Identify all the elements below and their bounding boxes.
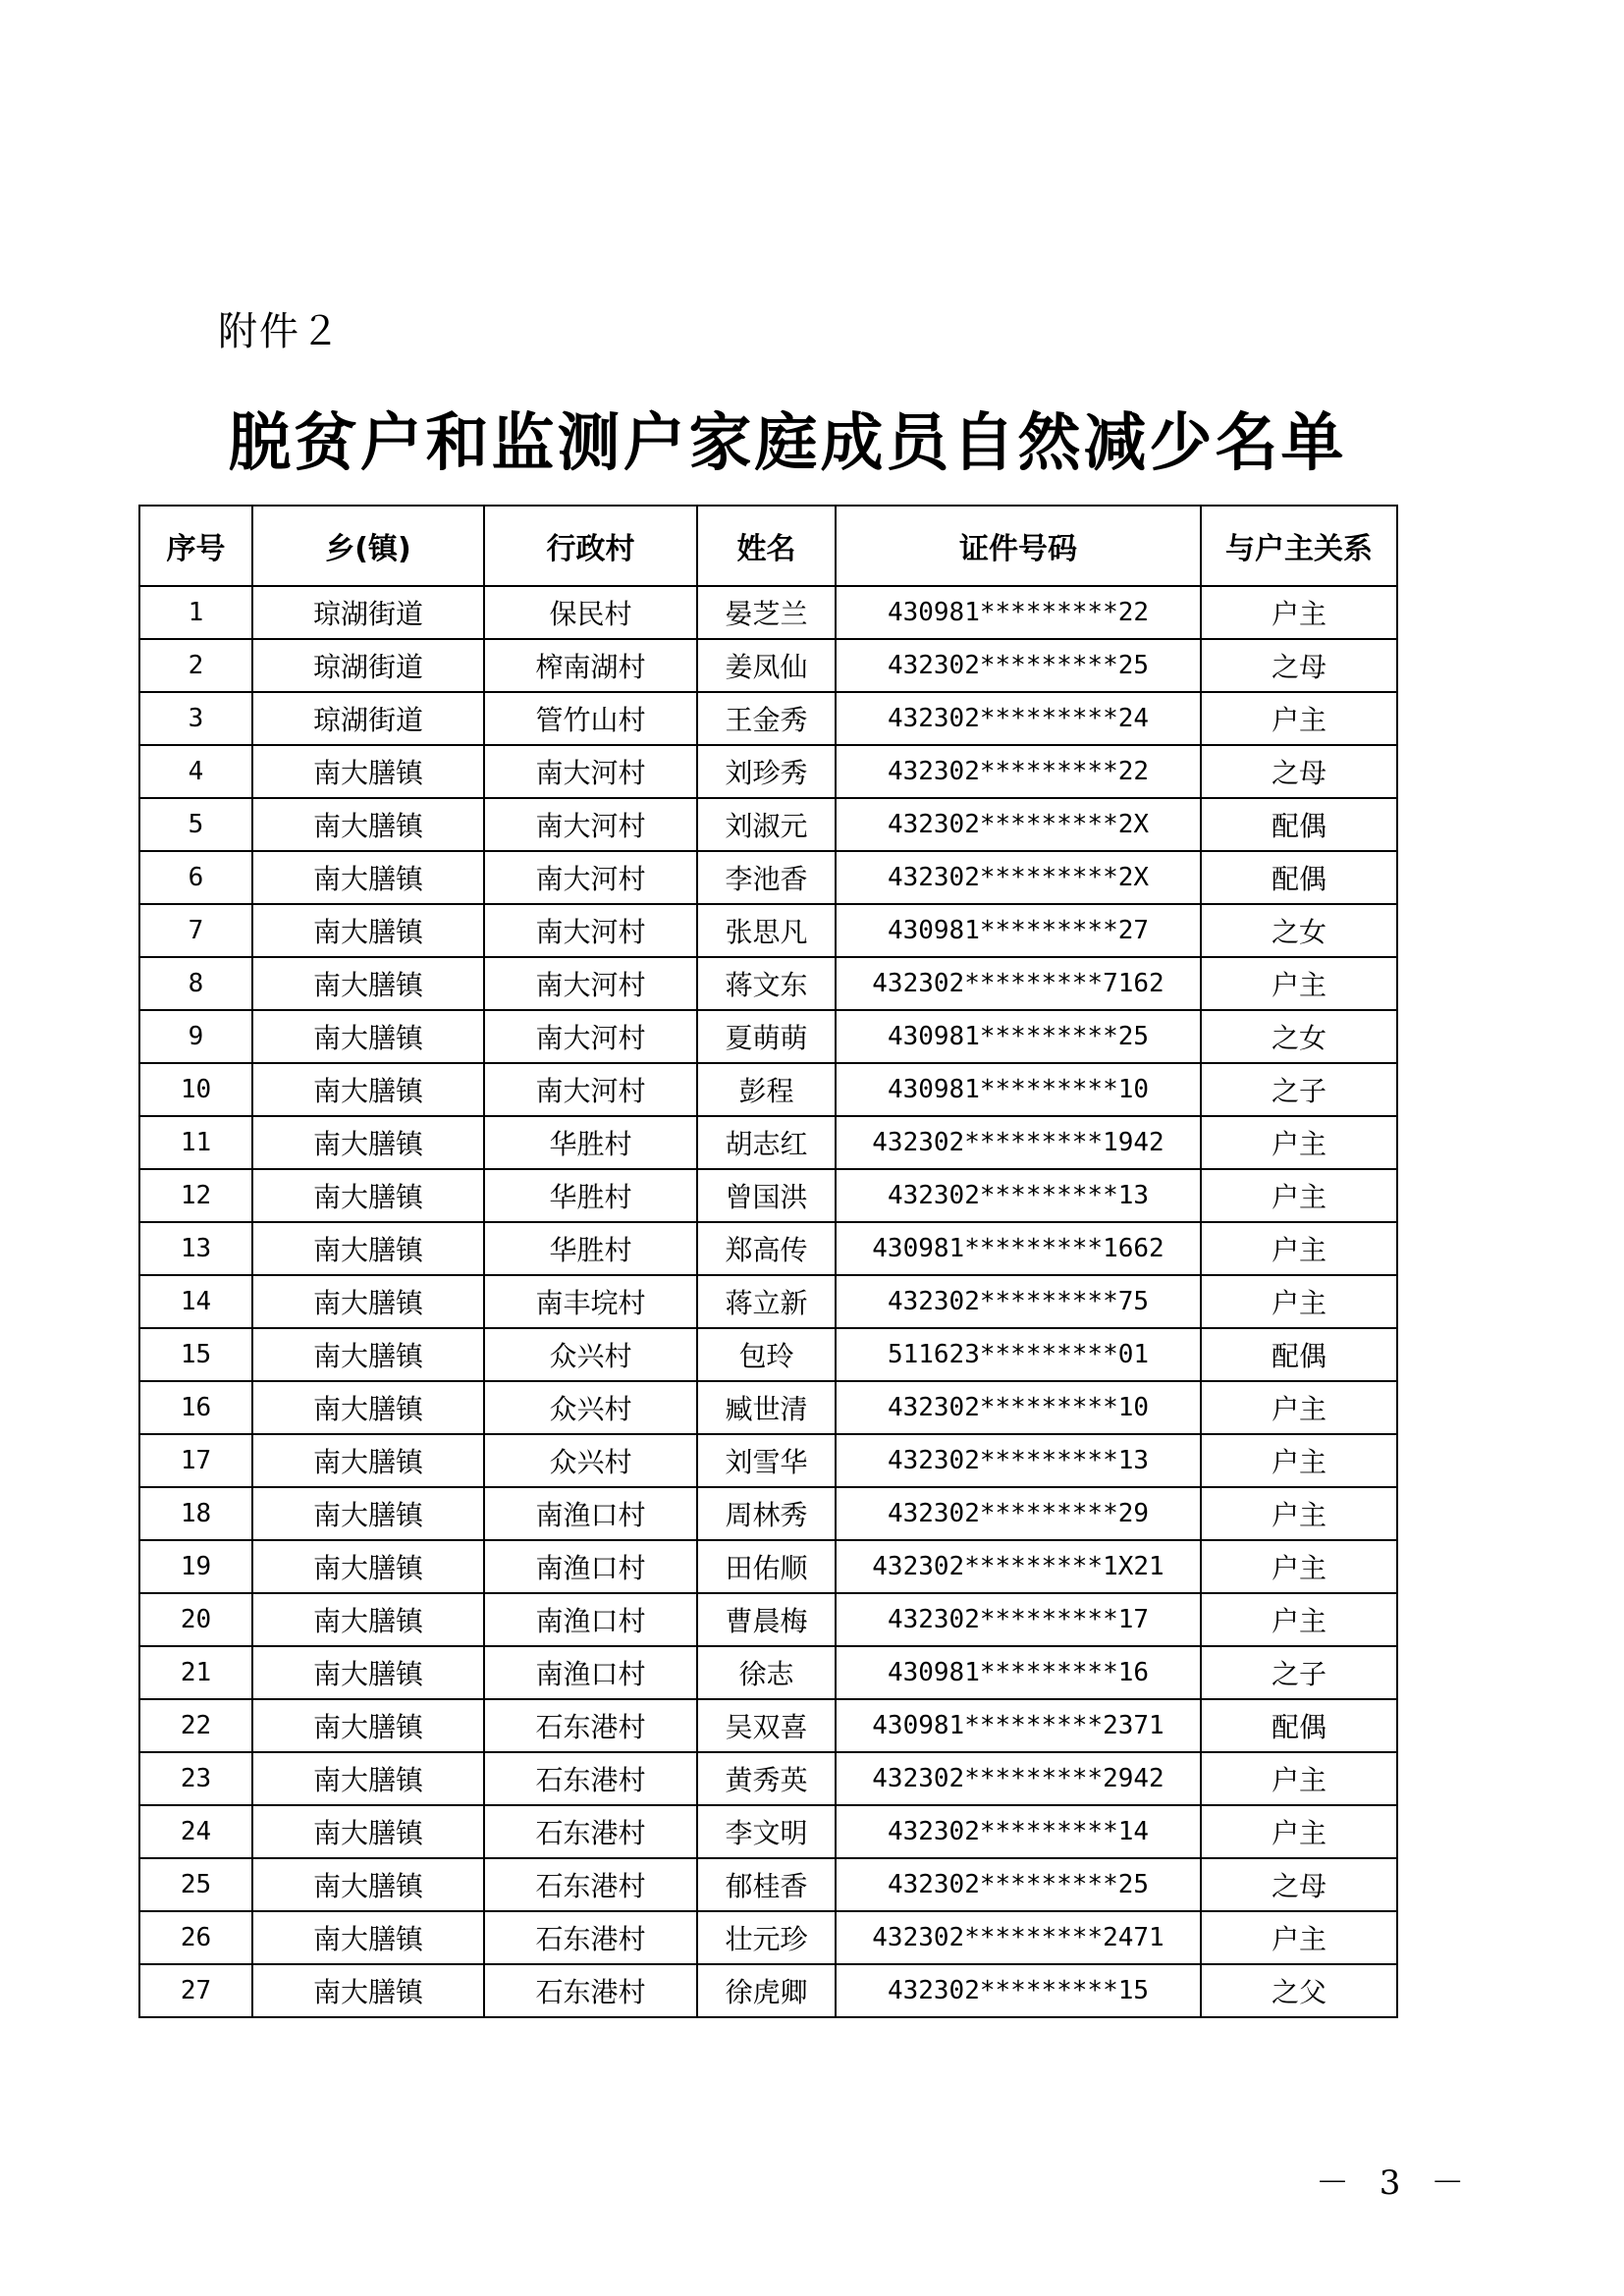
village-cell: 南丰垸村 [484,1275,697,1328]
table-row [139,1487,1397,1540]
id-number-cell: 432302*********7162 [836,957,1201,1010]
village-cell: 众兴村 [484,1381,697,1434]
table-row [139,586,1397,639]
index-cell: 8 [139,957,252,1010]
id-number-cell: 432302*********13 [836,1169,1201,1222]
table-row [139,1646,1397,1699]
village-cell: 众兴村 [484,1328,697,1381]
id-number-cell: 430981*********2371 [836,1699,1201,1752]
id-number-cell: 430981*********27 [836,904,1201,957]
village-cell: 南渔口村 [484,1593,697,1646]
id-number-cell: 432302*********22 [836,745,1201,798]
index-cell: 2 [139,639,252,692]
township-cell: 南大膳镇 [252,1964,484,2017]
id-number-cell: 432302*********2X [836,798,1201,851]
table-row [139,1858,1397,1911]
village-cell: 华胜村 [484,1169,697,1222]
name-cell: 夏萌萌 [697,1010,836,1063]
village-cell: 石东港村 [484,1805,697,1858]
township-cell: 南大膳镇 [252,1699,484,1752]
township-cell: 南大膳镇 [252,1275,484,1328]
township-cell: 南大膳镇 [252,1381,484,1434]
name-cell: 包玲 [697,1328,836,1381]
index-cell: 9 [139,1010,252,1063]
name-cell: 蒋立新 [697,1275,836,1328]
index-cell: 10 [139,1063,252,1116]
name-cell: 吴双喜 [697,1699,836,1752]
village-cell: 南渔口村 [484,1646,697,1699]
relationship-cell: 户主 [1201,1487,1397,1540]
index-cell: 6 [139,851,252,904]
roster-table [138,505,1398,2018]
name-cell: 壮元珍 [697,1911,836,1964]
id-number-cell: 432302*********10 [836,1381,1201,1434]
id-number-cell: 432302*********1942 [836,1116,1201,1169]
index-cell: 27 [139,1964,252,2017]
table-row [139,1222,1397,1275]
township-cell: 南大膳镇 [252,1540,484,1593]
relationship-cell: 配偶 [1201,1699,1397,1752]
relationship-cell: 配偶 [1201,851,1397,904]
relationship-cell: 之母 [1201,1858,1397,1911]
table-row [139,957,1397,1010]
relationship-cell: 之女 [1201,1010,1397,1063]
relationship-cell: 配偶 [1201,1328,1397,1381]
index-cell: 13 [139,1222,252,1275]
id-number-cell: 432302*********2942 [836,1752,1201,1805]
index-cell: 25 [139,1858,252,1911]
relationship-cell: 之子 [1201,1646,1397,1699]
township-cell: 南大膳镇 [252,1752,484,1805]
name-cell: 彭程 [697,1063,836,1116]
name-cell: 蒋文东 [697,957,836,1010]
village-cell: 南大河村 [484,1010,697,1063]
table-row [139,1593,1397,1646]
table-row [139,1434,1397,1487]
name-cell: 刘淑元 [697,798,836,851]
relationship-cell: 户主 [1201,1169,1397,1222]
index-cell: 7 [139,904,252,957]
index-cell: 19 [139,1540,252,1593]
id-number-cell: 432302*********2471 [836,1911,1201,1964]
name-cell: 田佑顺 [697,1540,836,1593]
village-cell: 南大河村 [484,904,697,957]
table-header-row [139,506,1397,586]
township-cell: 南大膳镇 [252,745,484,798]
name-cell: 王金秀 [697,692,836,745]
id-number-cell: 432302*********15 [836,1964,1201,2017]
id-number-cell: 430981*********22 [836,586,1201,639]
index-cell: 16 [139,1381,252,1434]
relationship-cell: 户主 [1201,692,1397,745]
name-cell: 郑高传 [697,1222,836,1275]
header-township: 乡(镇) [252,506,484,586]
index-cell: 12 [139,1169,252,1222]
header-name: 姓名 [697,506,836,586]
page-number: － 3 － [1316,2163,1475,2203]
index-cell: 23 [139,1752,252,1805]
township-cell: 南大膳镇 [252,1434,484,1487]
relationship-cell: 户主 [1201,1752,1397,1805]
relationship-cell: 户主 [1201,586,1397,639]
township-cell: 琼湖街道 [252,586,484,639]
index-cell: 5 [139,798,252,851]
village-cell: 南大河村 [484,745,697,798]
index-cell: 4 [139,745,252,798]
attachment-label: 附件２ [218,309,342,354]
name-cell: 曾国洪 [697,1169,836,1222]
table-row [139,745,1397,798]
township-cell: 南大膳镇 [252,1169,484,1222]
table-row [139,1328,1397,1381]
village-cell: 南大河村 [484,1063,697,1116]
township-cell: 南大膳镇 [252,1010,484,1063]
village-cell: 榨南湖村 [484,639,697,692]
id-number-cell: 432302*********29 [836,1487,1201,1540]
village-cell: 华胜村 [484,1116,697,1169]
township-cell: 南大膳镇 [252,1593,484,1646]
name-cell: 臧世清 [697,1381,836,1434]
relationship-cell: 户主 [1201,1593,1397,1646]
name-cell: 张思凡 [697,904,836,957]
index-cell: 22 [139,1699,252,1752]
header-index: 序号 [139,506,252,586]
township-cell: 南大膳镇 [252,1911,484,1964]
township-cell: 南大膳镇 [252,1116,484,1169]
table-row [139,692,1397,745]
id-number-cell: 430981*********16 [836,1646,1201,1699]
id-number-cell: 432302*********2X [836,851,1201,904]
name-cell: 姜凤仙 [697,639,836,692]
index-cell: 14 [139,1275,252,1328]
document-title: 脱贫户和监测户家庭成员自然减少名单 [228,407,1347,480]
relationship-cell: 户主 [1201,1222,1397,1275]
relationship-cell: 户主 [1201,1911,1397,1964]
village-cell: 南大河村 [484,798,697,851]
township-cell: 南大膳镇 [252,1063,484,1116]
relationship-cell: 户主 [1201,1540,1397,1593]
index-cell: 20 [139,1593,252,1646]
village-cell: 南大河村 [484,957,697,1010]
relationship-cell: 户主 [1201,1275,1397,1328]
table-row [139,904,1397,957]
table-row [139,1116,1397,1169]
index-cell: 21 [139,1646,252,1699]
township-cell: 南大膳镇 [252,904,484,957]
table-body [139,586,1397,2017]
relationship-cell: 之母 [1201,639,1397,692]
id-number-cell: 432302*********17 [836,1593,1201,1646]
relationship-cell: 户主 [1201,1116,1397,1169]
table-row [139,1275,1397,1328]
index-cell: 15 [139,1328,252,1381]
id-number-cell: 430981*********10 [836,1063,1201,1116]
village-cell: 石东港村 [484,1911,697,1964]
name-cell: 刘雪华 [697,1434,836,1487]
table-row [139,1699,1397,1752]
relationship-cell: 户主 [1201,1805,1397,1858]
relationship-cell: 之子 [1201,1063,1397,1116]
header-village: 行政村 [484,506,697,586]
name-cell: 徐虎卿 [697,1964,836,2017]
village-cell: 南渔口村 [484,1540,697,1593]
township-cell: 南大膳镇 [252,798,484,851]
table-row [139,798,1397,851]
table-row [139,1805,1397,1858]
village-cell: 众兴村 [484,1434,697,1487]
id-number-cell: 430981*********25 [836,1010,1201,1063]
relationship-cell: 户主 [1201,1434,1397,1487]
township-cell: 南大膳镇 [252,1328,484,1381]
id-number-cell: 430981*********1662 [836,1222,1201,1275]
village-cell: 石东港村 [484,1752,697,1805]
table-row [139,851,1397,904]
header-relationship: 与户主关系 [1201,506,1397,586]
id-number-cell: 432302*********75 [836,1275,1201,1328]
relationship-cell: 配偶 [1201,798,1397,851]
table-row [139,1540,1397,1593]
id-number-cell: 432302*********25 [836,639,1201,692]
relationship-cell: 之女 [1201,904,1397,957]
name-cell: 徐志 [697,1646,836,1699]
relationship-cell: 之母 [1201,745,1397,798]
id-number-cell: 432302*********13 [836,1434,1201,1487]
id-number-cell: 432302*********14 [836,1805,1201,1858]
id-number-cell: 432302*********24 [836,692,1201,745]
name-cell: 胡志红 [697,1116,836,1169]
index-cell: 26 [139,1911,252,1964]
table-row [139,639,1397,692]
index-cell: 17 [139,1434,252,1487]
id-number-cell: 432302*********1X21 [836,1540,1201,1593]
village-cell: 石东港村 [484,1699,697,1752]
table-row [139,1964,1397,2017]
village-cell: 石东港村 [484,1964,697,2017]
village-cell: 南渔口村 [484,1487,697,1540]
village-cell: 石东港村 [484,1858,697,1911]
township-cell: 南大膳镇 [252,1858,484,1911]
id-number-cell: 511623*********01 [836,1328,1201,1381]
table-row [139,1169,1397,1222]
name-cell: 黄秀英 [697,1752,836,1805]
name-cell: 周林秀 [697,1487,836,1540]
name-cell: 曹晨梅 [697,1593,836,1646]
relationship-cell: 户主 [1201,1381,1397,1434]
township-cell: 南大膳镇 [252,957,484,1010]
id-number-cell: 432302*********25 [836,1858,1201,1911]
index-cell: 1 [139,586,252,639]
township-cell: 南大膳镇 [252,1805,484,1858]
name-cell: 李文明 [697,1805,836,1858]
table-row [139,1911,1397,1964]
township-cell: 南大膳镇 [252,1222,484,1275]
index-cell: 18 [139,1487,252,1540]
name-cell: 晏芝兰 [697,586,836,639]
township-cell: 琼湖街道 [252,692,484,745]
table-row [139,1752,1397,1805]
name-cell: 郁桂香 [697,1858,836,1911]
index-cell: 11 [139,1116,252,1169]
village-cell: 管竹山村 [484,692,697,745]
village-cell: 保民村 [484,586,697,639]
name-cell: 刘珍秀 [697,745,836,798]
table-row [139,1063,1397,1116]
relationship-cell: 户主 [1201,957,1397,1010]
relationship-cell: 之父 [1201,1964,1397,2017]
table-row [139,1010,1397,1063]
index-cell: 3 [139,692,252,745]
township-cell: 南大膳镇 [252,1646,484,1699]
village-cell: 华胜村 [484,1222,697,1275]
township-cell: 南大膳镇 [252,1487,484,1540]
table-row [139,1381,1397,1434]
township-cell: 南大膳镇 [252,851,484,904]
header-id-number: 证件号码 [836,506,1201,586]
index-cell: 24 [139,1805,252,1858]
village-cell: 南大河村 [484,851,697,904]
name-cell: 李池香 [697,851,836,904]
township-cell: 琼湖街道 [252,639,484,692]
